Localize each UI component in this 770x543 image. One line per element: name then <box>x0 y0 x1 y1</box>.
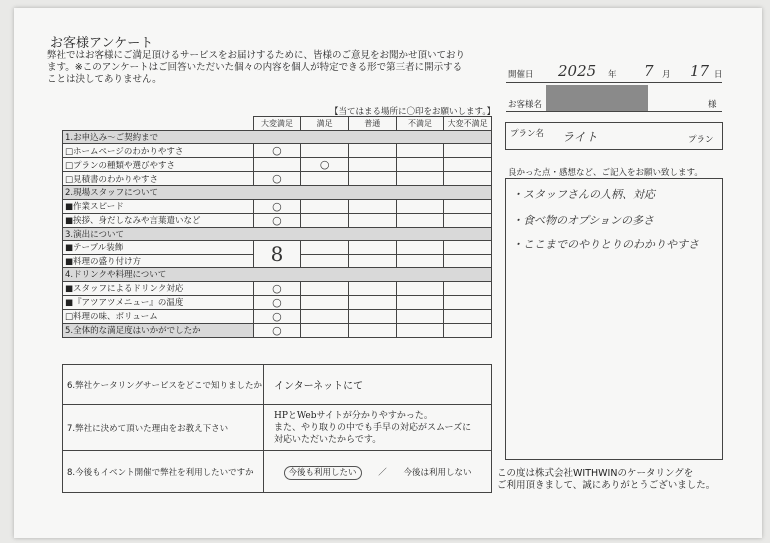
section-title: 2.現場スタッフについて <box>63 186 492 200</box>
option-discontinue[interactable]: 今後は利用しない <box>403 467 472 478</box>
item-label: ■『アツアツメニュー』の温度 <box>63 295 254 309</box>
answer-7[interactable] <box>264 405 492 451</box>
header-very-unsatisfied: 大変不満足 <box>444 117 492 131</box>
item-label: □見積書のわかりやすさ <box>63 172 254 186</box>
date-day: 17 <box>690 62 710 80</box>
answer-6[interactable]: インターネットにて <box>264 365 492 405</box>
form-intro: 弊社ではお客様にご満足頂けるサービスをお届けするために、皆様のご意見をお聞かせ頂いております。※このアンケートはご回答いただいた個々の内容を個人が特定できる形で第三者に開示することは決してありません。 <box>47 50 466 85</box>
rating-mark[interactable]: ○ <box>253 144 301 158</box>
question-6: 6.弊社ケータリングサービスをどこで知りましたか <box>63 365 264 405</box>
month-unit: 月 <box>662 70 671 80</box>
customer-label: お客様名 <box>508 100 543 110</box>
rating-table <box>62 116 492 338</box>
date-year: 2025 <box>558 62 597 80</box>
instruction-note: 【当てはまる場所に〇印をお願いします。】 <box>330 107 496 117</box>
feedback-label: 良かった点・感想など、ご記入をお願い致します。 <box>508 168 703 178</box>
item-label: □料理の味、ボリューム <box>63 309 254 323</box>
rating-mark[interactable]: ○ <box>301 158 349 172</box>
customer-underline <box>506 111 722 112</box>
footer-line-1: この度は株式会社WITHWINのケータリングを <box>497 468 694 479</box>
rating-mark[interactable]: ○ <box>253 323 301 337</box>
answer-7-line-1: HPとWebサイトが分かりやすかった。 <box>274 410 433 421</box>
header-neutral: 普通 <box>348 117 396 131</box>
plan-label: プラン名 <box>510 129 545 139</box>
question-table <box>62 364 492 493</box>
redacted-name <box>546 85 648 111</box>
item-label: ■挨拶、身だしなみや言葉遣いなど <box>63 213 254 227</box>
item-label: ■作業スピード <box>63 199 254 213</box>
date-month: 7 <box>644 62 654 80</box>
plan-value: ライト <box>562 130 598 144</box>
section-title: 3.演出について <box>63 227 492 241</box>
rating-mark[interactable]: ○ <box>253 281 301 295</box>
answer-8 <box>264 451 492 493</box>
date-label: 開催日 <box>508 70 534 80</box>
question-8: 8.今後もイベント開催で弊社を利用したいですか <box>63 451 264 493</box>
feedback-line-3: ・ここまでのやりとりのわかりやすさ <box>512 238 699 251</box>
header-empty <box>63 117 254 131</box>
plan-suffix: プラン <box>688 135 714 145</box>
item-label: ■テーブル装飾 <box>63 241 254 255</box>
option-continue[interactable]: 今後も利用したい <box>284 466 362 480</box>
rating-mark[interactable]: ○ <box>253 172 301 186</box>
header-unsatisfied: 不満足 <box>396 117 444 131</box>
section-title: 4.ドリンクや料理について <box>63 268 492 282</box>
question-7: 7.弊社に決めて頂いた理由をお教え下さい <box>63 405 264 451</box>
date-underline <box>506 82 722 83</box>
form-title: お客様アンケート <box>50 36 154 51</box>
day-unit: 日 <box>714 70 723 80</box>
rating-mark[interactable]: 8 <box>253 241 301 268</box>
rating-mark[interactable]: ○ <box>253 213 301 227</box>
rating-mark[interactable]: ○ <box>253 309 301 323</box>
feedback-line-1: ・スタッフさんの人柄、対応 <box>512 188 655 201</box>
rating-mark[interactable]: ○ <box>253 199 301 213</box>
year-unit: 年 <box>608 70 617 80</box>
answer-7-line-2: また、やり取りの中でも手早の対応がスムーズに <box>274 422 472 433</box>
answer-7-line-3: 対応いただいたからです。 <box>274 434 382 445</box>
option-separator: ／ <box>378 467 387 478</box>
item-label: ■料理の盛り付け方 <box>63 254 254 268</box>
rating-mark[interactable]: ○ <box>253 295 301 309</box>
item-label: ■スタッフによるドリンク対応 <box>63 281 254 295</box>
header-very-satisfied: 大変満足 <box>253 117 301 131</box>
item-label: □プランの種類や選びやすさ <box>63 158 254 172</box>
item-label: □ホームページのわかりやすさ <box>63 144 254 158</box>
customer-suffix: 様 <box>708 100 717 110</box>
header-satisfied: 満足 <box>301 117 349 131</box>
footer-message <box>497 468 715 492</box>
section-title: 1.お申込み～ご契約まで <box>63 130 492 144</box>
section-title: 5.全体的な満足度はいかがでしたか <box>63 323 254 337</box>
footer-line-2: ご利用頂きまして、誠にありがとうございました。 <box>497 480 716 491</box>
feedback-line-2: ・食べ物のオプションの多さ <box>512 214 655 227</box>
